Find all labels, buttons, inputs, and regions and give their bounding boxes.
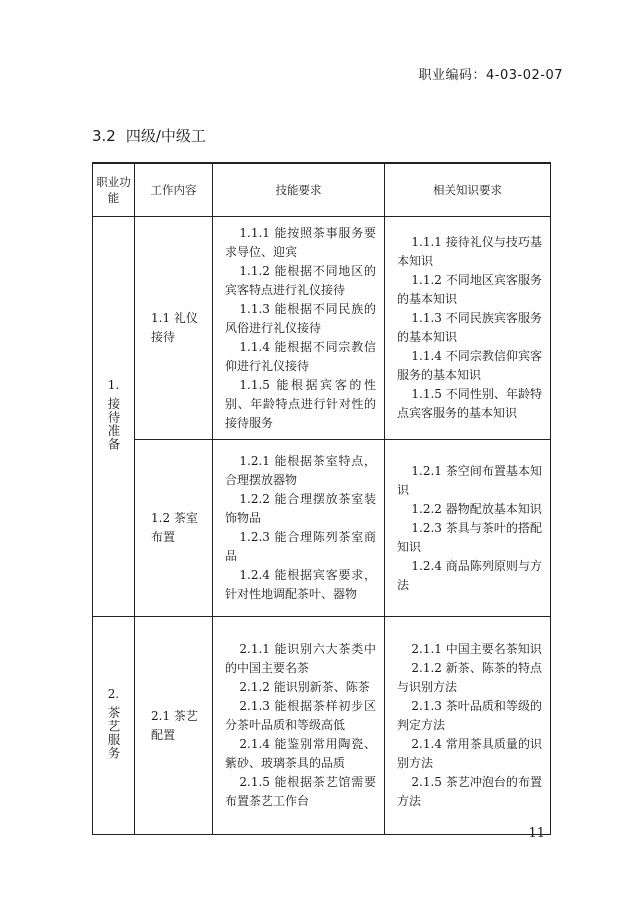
function-cell-reception: [93, 217, 135, 617]
knowledge-item: 1.2.1 茶空间布置基本知识: [397, 463, 542, 497]
knowledge-item: 2.1.3 茶叶品质和等级的判定方法: [397, 699, 542, 732]
knowledge-item: 1.1.1 接待礼仪与技巧基本知识: [397, 235, 542, 268]
knowledge-item: 2.1.4 常用茶具质量的识别方法: [397, 737, 542, 770]
skill-item: 1.1.3 能根据不同民族的风俗进行礼仪接待: [225, 301, 376, 335]
skill-item: 2.1.1 能识别六大茶类中的中国主要名茶: [225, 642, 376, 675]
knowledge-item: 1.1.4 不同宗教信仰宾客服务的基本知识: [397, 349, 542, 382]
header-knowledge-requirements: 相关知识要求: [385, 163, 551, 217]
section-title: [92, 125, 206, 146]
knowledge-cell: [385, 440, 551, 617]
knowledge-item: 1.1.3 不同民族宾客服务的基本知识: [397, 311, 542, 344]
page-number: 11: [528, 826, 545, 841]
work-content-cell: 1.2 茶室布置: [135, 440, 213, 617]
skill-item: 1.1.5 能根据宾客的性别、年龄特点进行针对性的接待服务: [225, 377, 376, 430]
function-name: 茶艺服务: [106, 706, 121, 760]
knowledge-item: 2.1.1 中国主要名茶知识: [411, 642, 542, 656]
skill-item: 1.1.2 能根据不同地区的宾客特点进行礼仪接待: [225, 263, 376, 297]
skill-cell: [213, 440, 385, 617]
knowledge-item: 1.2.2 器物配放基本知识: [411, 501, 542, 516]
skill-item: 1.2.3 能合理陈列茶室商品: [225, 530, 376, 563]
knowledge-cell: [385, 617, 551, 835]
section-name: 四级/中级工: [125, 127, 206, 145]
skill-item: 2.1.5 能根据茶艺馆需要布置茶艺工作台: [225, 775, 376, 808]
work-content-cell: 2.1 茶艺配置: [135, 617, 213, 835]
skill-item: 1.1.1 能按照茶事服务要求导位、迎宾: [225, 225, 376, 259]
header-skill-requirements: 技能要求: [213, 163, 385, 217]
skill-item: 1.1.4 能根据不同宗教信仰进行礼仪接待: [225, 339, 376, 373]
skill-requirements-table: [92, 162, 551, 835]
knowledge-item: 1.1.5 不同性别、年龄特点宾客服务的基本知识: [397, 387, 542, 420]
function-cell-tea-art: [93, 617, 135, 835]
skill-item: 2.1.3 能根据茶样初步区分茶叶品质和等级高低: [225, 699, 376, 732]
skill-item: 1.2.4 能根据宾客要求，针对性地调配茶叶、器物: [225, 568, 376, 601]
table-row: [93, 217, 551, 440]
section-number: 3.2: [92, 127, 116, 145]
knowledge-item: 1.2.3 茶具与茶叶的搭配知识: [397, 520, 542, 554]
skill-cell: [213, 617, 385, 835]
occupation-code: 职业编码：4-03-02-07: [418, 68, 563, 83]
knowledge-item: 1.2.4 商品陈列原则与方法: [397, 558, 542, 592]
skill-item: 2.1.2 能识别新茶、陈茶: [239, 680, 370, 694]
table-header-row: [93, 163, 551, 217]
knowledge-item: 2.1.2 新茶、陈茶的特点与识别方法: [397, 661, 542, 694]
table-row: [93, 440, 551, 617]
header-function: 职业功能: [93, 163, 135, 217]
function-number: 1.: [107, 378, 120, 392]
skill-cell: [213, 217, 385, 440]
table-row: [93, 617, 551, 835]
function-number: 2.: [107, 687, 120, 701]
work-content-cell: 1.1 礼仪接待: [135, 217, 213, 440]
skill-item: 1.2.1 能根据茶室特点，合理摆放器物: [225, 454, 376, 487]
function-name: 接待准备: [106, 397, 121, 451]
knowledge-item: 2.1.5 茶艺冲泡台的布置方法: [397, 775, 542, 808]
skill-item: 1.2.2 能合理摆放茶室装饰物品: [225, 492, 376, 525]
skill-item: 2.1.4 能鉴别常用陶瓷、紫砂、玻璃茶具的品质: [225, 737, 376, 770]
header-work-content: 工作内容: [135, 163, 213, 217]
knowledge-item: 1.1.2 不同地区宾客服务的基本知识: [397, 273, 542, 306]
knowledge-cell: [385, 217, 551, 440]
